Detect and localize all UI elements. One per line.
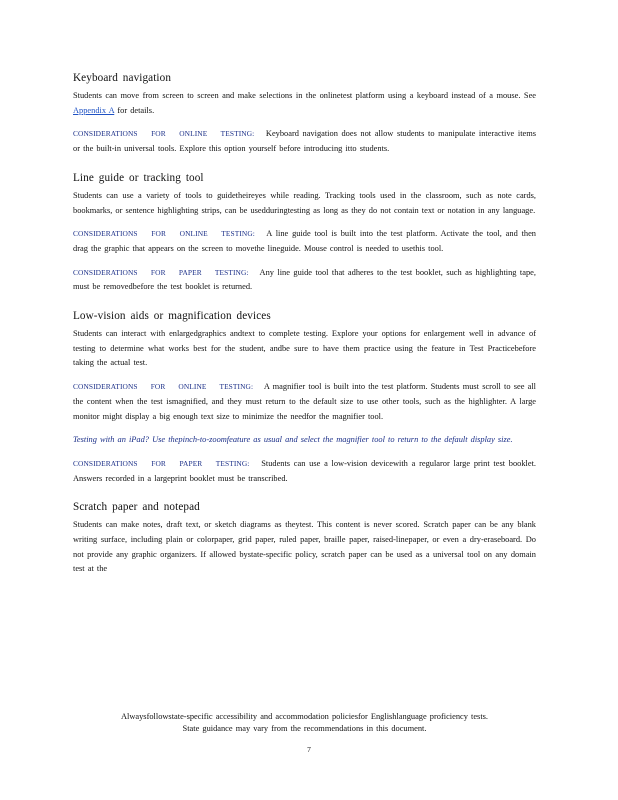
section-line-guide — [73, 172, 536, 295]
considerations-label: CONSIDERATIONS FOR ONLINE TESTING: — [73, 229, 255, 239]
footer-line-1: Alwaysfollowstate-specific accessibility and accommodation policiesfor Englishlanguage proficiency tests. — [120, 712, 488, 721]
section-intro — [73, 89, 536, 118]
section-intro: Students can use a variety of tools to guidetheireyes while reading. Tracking tools used in the classroom, such as note cards, bookmarks, or sentence highlighting strips, can be usedduringtesting as long as they do not contain text or notation in any language. — [73, 190, 536, 215]
considerations-paragraph — [73, 457, 536, 486]
considerations-text: A line guide tool is built into the test platform. Activate the tool, and then drag the graphic that appears on the screen to movethe lineguide. Mouse control is needed to usethis tool. — [73, 229, 536, 253]
considerations-text: A magnifier tool is built into the test platform. Students must scroll to see all the content when the test ismagnified, and they must return to the default size to use other tools, such as the highlighter. A large monitor might display a big enough text size to minimize the needfor the magnifier tool. — [73, 382, 536, 421]
section-heading: Keyboard navigation — [73, 72, 172, 84]
section-heading: Line guide or tracking tool — [73, 171, 204, 184]
ipad-note: Testing with an iPad? Use thepinch-to-zoomfeature as usual and select the magnifier tool to return to the default display size. — [73, 435, 513, 445]
section-intro: Students can interact with enlargedgraphics andtext to complete testing. Explore your options for enlargement well in advance of testing to determine what works best for the student, andbe sure to have them practice using the feature in Test Practicebefore taking the actual test. — [73, 329, 536, 368]
considerations-label: CONSIDERATIONS FOR PAPER TESTING: — [73, 267, 249, 277]
considerations-label: CONSIDERATIONS FOR ONLINE TESTING: — [73, 382, 254, 392]
considerations-text: Any line guide tool that adheres to the test booklet, such as highlighting tape, must be removedbefore the test booklet is returned. — [73, 267, 536, 292]
considerations-label: CONSIDERATIONS FOR PAPER TESTING: — [73, 458, 250, 468]
footer-line-2: State guidance may vary from the recommendations in this document. — [182, 724, 427, 733]
section-heading: Scratch paper and notepad — [73, 501, 200, 514]
section-low-vision-aids — [73, 310, 536, 486]
section-scratch-paper — [73, 501, 536, 577]
appendix-a-link[interactable]: Appendix A — [73, 105, 115, 115]
considerations-text: Students can use a low-vision devicewith a regularor large print test booklet. Answers recorded in a largeprint booklet must be transcribed. — [73, 458, 536, 483]
considerations-paragraph — [73, 127, 536, 156]
section-keyboard-navigation — [73, 72, 536, 157]
page-content — [73, 72, 536, 592]
considerations-paragraph — [73, 380, 536, 424]
section-intro: Students can make notes, draft text, or sketch diagrams as theytest. This content is never scored. Scratch paper can be any blank writing surface, including plain or colorpaper, grid paper, ruled paper, braille paper, raised-linepaper, or even a dry-eraseboard. Do not provide any graphic organizers. If allowed bystate-specific policy, scratch paper can be used as a universal tool on any domain test at the — [73, 520, 536, 574]
intro-text-after-link: for details. — [117, 105, 155, 115]
page-footer — [73, 711, 536, 735]
considerations-label: CONSIDERATIONS FOR ONLINE TESTING: — [73, 129, 255, 139]
section-heading: Low-vision aids or magnification devices — [73, 310, 271, 323]
considerations-paragraph — [73, 227, 536, 256]
page-number: 7 — [307, 745, 311, 754]
considerations-text: Keyboard navigation does not allow students to manipulate interactive items or the built-in universal tools. Explore this option yourself before introducing itto students. — [73, 129, 537, 154]
intro-text: Students can move from screen to screen and make selections in the onlinetest platform using a keyboard instead of a mouse. See — [73, 91, 536, 100]
considerations-paragraph — [73, 266, 536, 295]
